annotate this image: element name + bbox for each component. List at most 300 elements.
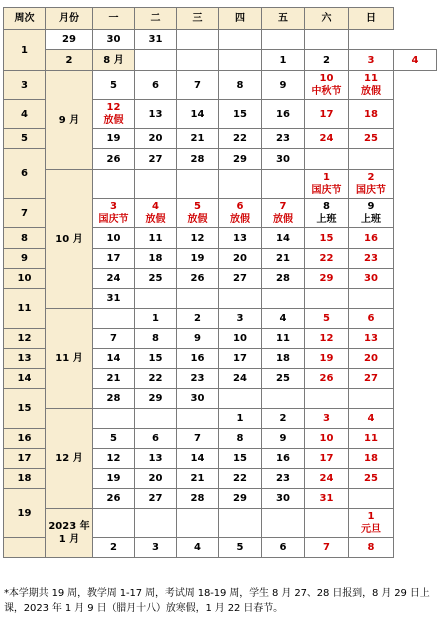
calendar-row xyxy=(4,509,437,538)
calendar-row xyxy=(4,50,437,71)
day-cell xyxy=(93,30,135,50)
day-cell xyxy=(349,309,394,329)
week-number xyxy=(4,538,46,558)
day-number: 9 xyxy=(194,333,201,344)
day-cell xyxy=(349,50,394,71)
day-number: 9 xyxy=(279,433,287,444)
empty-cell xyxy=(135,409,177,429)
empty-cell xyxy=(177,50,219,71)
day-number: 29 xyxy=(233,153,247,165)
day-number: 1 xyxy=(279,54,287,66)
empty-cell xyxy=(305,149,349,170)
day-number: 14 xyxy=(190,453,205,464)
day-number: 30 xyxy=(190,393,205,404)
empty-cell xyxy=(177,289,219,309)
day-number: 23 xyxy=(364,253,378,264)
week-number: 6 xyxy=(4,149,46,199)
day-number: 9 xyxy=(367,201,375,212)
day-number: 4 xyxy=(411,54,419,66)
holiday-label: 放假 xyxy=(145,214,166,225)
day-number: 29 xyxy=(319,273,334,284)
day-number: 28 xyxy=(190,493,205,504)
day-number: 15 xyxy=(233,108,247,120)
day-number: 4 xyxy=(152,201,159,212)
day-number: 16 xyxy=(276,108,290,120)
day-cell xyxy=(349,71,394,100)
calendar-row xyxy=(4,71,437,100)
empty-cell xyxy=(305,289,349,309)
day-number: 8 xyxy=(152,333,159,344)
day-cell xyxy=(262,329,305,349)
day-number: 14 xyxy=(190,108,205,120)
day-number: 27 xyxy=(148,493,163,504)
month-nov: 11 月 xyxy=(46,309,93,409)
holiday-label: 放假 xyxy=(187,214,208,225)
day-cell xyxy=(262,538,305,558)
week-number: 8 xyxy=(4,228,46,249)
calendar-row xyxy=(4,170,437,199)
day-cell xyxy=(93,329,135,349)
day-number: 30 xyxy=(106,34,121,45)
day-number: 30 xyxy=(276,493,290,504)
day-cell xyxy=(219,71,262,100)
day-cell xyxy=(219,369,262,389)
day-cell xyxy=(305,349,349,369)
week-number: 18 xyxy=(4,469,46,489)
day-cell xyxy=(349,538,394,558)
empty-cell xyxy=(135,509,177,538)
day-number: 17 xyxy=(319,453,334,464)
day-number: 26 xyxy=(190,273,205,284)
day-cell xyxy=(219,349,262,369)
day-number: 8 xyxy=(323,201,330,212)
day-number: 7 xyxy=(323,542,330,553)
header-cell: 二 xyxy=(135,8,177,30)
day-number: 22 xyxy=(319,253,334,264)
day-cell xyxy=(349,249,394,269)
day-number: 29 xyxy=(62,34,76,45)
day-cell xyxy=(219,469,262,489)
day-cell xyxy=(177,389,219,409)
day-cell xyxy=(93,389,135,409)
day-number: 22 xyxy=(233,133,247,144)
holiday-label: 放假 xyxy=(361,86,381,97)
day-number: 13 xyxy=(233,232,247,244)
day-number: 26 xyxy=(106,493,121,504)
day-number: 14 xyxy=(106,353,121,364)
day-cell xyxy=(349,469,394,489)
day-number: 2 xyxy=(367,172,375,183)
footnote: *本学期共 19 周，教学周 1-17 周，考试周 18-19 周，学生 8 月 27、28 日报到，8 月 29 日上课，2023 年 1 月 9 日（腊月十八）放寒假，1 月 22 日春节。 xyxy=(4,588,430,614)
day-number: 19 xyxy=(319,353,334,364)
day-cell xyxy=(177,489,219,509)
day-number: 11 xyxy=(276,333,290,344)
holiday-label: 放假 xyxy=(273,214,293,225)
day-cell xyxy=(305,71,349,100)
day-number: 24 xyxy=(319,133,334,144)
holiday-label: 国庆节 xyxy=(356,185,386,196)
day-cell xyxy=(135,100,177,129)
day-cell xyxy=(349,199,394,228)
holiday-label: 放假 xyxy=(230,214,250,225)
day-number: 15 xyxy=(148,353,163,364)
empty-cell xyxy=(262,289,305,309)
day-number: 15 xyxy=(319,232,334,244)
day-number: 10 xyxy=(319,433,334,444)
day-number: 10 xyxy=(319,73,334,84)
week-number: 19 xyxy=(4,489,46,538)
day-cell xyxy=(262,228,305,249)
day-cell xyxy=(135,369,177,389)
empty-cell xyxy=(135,50,177,71)
day-number: 9 xyxy=(279,79,287,91)
holiday-label: 国庆节 xyxy=(311,185,342,196)
day-number: 21 xyxy=(190,133,205,144)
day-number: 21 xyxy=(190,473,205,484)
day-cell xyxy=(305,199,349,228)
day-cell xyxy=(93,71,135,100)
day-number: 8 xyxy=(236,79,244,91)
day-cell xyxy=(262,449,305,469)
day-cell xyxy=(177,199,219,228)
month-jan xyxy=(46,509,93,558)
month-oct: 10 月 xyxy=(46,170,93,309)
day-number: 6 xyxy=(152,433,159,444)
day-cell xyxy=(305,489,349,509)
day-cell xyxy=(177,329,219,349)
holiday-label: 元旦 xyxy=(361,524,381,535)
empty-cell xyxy=(219,389,262,409)
day-number: 7 xyxy=(279,201,287,212)
day-number: 4 xyxy=(194,542,201,553)
day-cell xyxy=(349,129,394,149)
day-number: 28 xyxy=(276,273,290,284)
day-cell xyxy=(93,429,135,449)
day-cell xyxy=(305,369,349,389)
day-cell xyxy=(135,199,177,228)
day-number: 14 xyxy=(276,232,290,244)
day-number: 22 xyxy=(233,473,247,484)
header-cell: 月份 xyxy=(46,8,93,30)
empty-cell xyxy=(219,170,262,199)
day-cell xyxy=(262,369,305,389)
day-cell xyxy=(93,249,135,269)
day-number: 22 xyxy=(148,373,163,384)
day-number: 5 xyxy=(323,313,330,324)
day-cell xyxy=(177,149,219,170)
day-cell xyxy=(349,369,394,389)
day-cell xyxy=(305,538,349,558)
day-cell xyxy=(219,199,262,228)
day-cell xyxy=(177,249,219,269)
month-sep: 9 月 xyxy=(46,71,93,170)
holiday-label: 上班 xyxy=(361,214,381,225)
empty-cell xyxy=(349,489,394,509)
day-number: 6 xyxy=(367,313,375,324)
day-cell xyxy=(349,509,394,538)
day-cell xyxy=(305,449,349,469)
day-cell xyxy=(135,129,177,149)
empty-cell xyxy=(93,309,135,329)
day-cell xyxy=(177,349,219,369)
day-cell xyxy=(349,100,394,129)
header-cell: 日 xyxy=(349,8,394,30)
day-cell xyxy=(349,409,394,429)
day-number: 19 xyxy=(190,253,205,264)
day-cell xyxy=(135,449,177,469)
day-cell xyxy=(262,309,305,329)
empty-cell xyxy=(93,409,135,429)
day-number: 28 xyxy=(106,393,121,404)
empty-cell xyxy=(177,409,219,429)
week-number: 10 xyxy=(4,269,46,289)
week-number: 17 xyxy=(4,449,46,469)
day-cell xyxy=(93,369,135,389)
day-cell xyxy=(135,349,177,369)
day-cell xyxy=(177,228,219,249)
calendar-table xyxy=(3,7,437,558)
day-number: 13 xyxy=(148,453,163,464)
day-cell xyxy=(135,489,177,509)
day-number: 12 xyxy=(106,453,121,464)
month-dec: 12 月 xyxy=(46,409,93,509)
day-number: 11 xyxy=(148,232,163,244)
day-cell xyxy=(349,449,394,469)
day-number: 30 xyxy=(364,273,378,284)
day-cell xyxy=(135,228,177,249)
empty-cell xyxy=(262,30,305,50)
week-number: 16 xyxy=(4,429,46,449)
day-cell xyxy=(305,429,349,449)
day-cell xyxy=(46,30,93,50)
day-cell xyxy=(177,449,219,469)
day-cell xyxy=(262,429,305,449)
day-cell xyxy=(135,249,177,269)
month-aug: 8 月 xyxy=(93,50,135,71)
week-number: 1 xyxy=(4,30,46,71)
day-cell xyxy=(305,249,349,269)
day-cell xyxy=(262,50,305,71)
empty-cell xyxy=(219,509,262,538)
day-cell xyxy=(177,309,219,329)
empty-cell xyxy=(305,30,349,50)
day-cell xyxy=(93,228,135,249)
day-cell xyxy=(349,170,394,199)
empty-cell xyxy=(262,170,305,199)
day-number: 20 xyxy=(148,133,163,144)
day-number: 23 xyxy=(276,473,290,484)
week-number: 15 xyxy=(4,389,46,429)
header-cell: 四 xyxy=(219,8,262,30)
day-cell xyxy=(177,129,219,149)
week-number: 4 xyxy=(4,100,46,129)
day-number: 13 xyxy=(364,333,378,344)
day-number: 10 xyxy=(106,232,121,244)
day-number: 11 xyxy=(364,433,378,444)
empty-cell xyxy=(219,50,262,71)
header-cell: 周次 xyxy=(4,8,46,30)
day-number: 23 xyxy=(190,373,205,384)
day-cell xyxy=(305,129,349,149)
day-number: 20 xyxy=(233,253,247,264)
empty-cell xyxy=(262,509,305,538)
holiday-label: 放假 xyxy=(103,115,124,126)
day-number: 1 xyxy=(367,511,375,522)
day-cell xyxy=(93,100,135,129)
day-cell xyxy=(177,71,219,100)
day-cell xyxy=(349,429,394,449)
day-cell xyxy=(219,129,262,149)
day-cell xyxy=(219,489,262,509)
day-cell xyxy=(219,249,262,269)
empty-cell xyxy=(93,509,135,538)
day-number: 27 xyxy=(233,273,247,284)
day-number: 20 xyxy=(364,353,378,364)
day-cell xyxy=(93,149,135,170)
day-cell xyxy=(93,449,135,469)
day-number: 31 xyxy=(106,293,121,304)
day-number: 8 xyxy=(236,433,244,444)
holiday-label: 上班 xyxy=(316,214,337,225)
day-cell xyxy=(93,289,135,309)
day-number: 4 xyxy=(279,313,287,324)
day-number: 26 xyxy=(319,373,334,384)
day-cell xyxy=(349,228,394,249)
week-number: 7 xyxy=(4,199,46,228)
day-cell xyxy=(219,309,262,329)
day-cell xyxy=(262,269,305,289)
week-number: 12 xyxy=(4,329,46,349)
day-number: 3 xyxy=(323,413,330,424)
day-number: 12 xyxy=(319,333,334,344)
day-number: 6 xyxy=(152,79,159,91)
day-cell xyxy=(93,269,135,289)
day-number: 15 xyxy=(233,453,247,464)
day-number: 18 xyxy=(364,108,378,120)
day-cell xyxy=(349,349,394,369)
day-cell xyxy=(135,429,177,449)
day-cell xyxy=(93,199,135,228)
day-number: 5 xyxy=(110,433,117,444)
day-cell xyxy=(135,71,177,100)
empty-cell xyxy=(177,170,219,199)
holiday-label: 中秋节 xyxy=(311,86,342,97)
day-number: 3 xyxy=(110,201,117,212)
day-number: 18 xyxy=(276,353,290,364)
day-cell xyxy=(219,269,262,289)
day-cell xyxy=(262,100,305,129)
day-cell xyxy=(219,449,262,469)
day-number: 1 xyxy=(236,413,244,424)
empty-cell xyxy=(349,149,394,170)
day-number: 24 xyxy=(319,473,334,484)
day-number: 25 xyxy=(276,373,290,384)
empty-cell xyxy=(135,170,177,199)
header-cell: 六 xyxy=(305,8,349,30)
day-cell xyxy=(349,329,394,349)
day-number: 2 xyxy=(194,313,201,324)
day-cell xyxy=(177,269,219,289)
week-number: 14 xyxy=(4,369,46,389)
day-cell xyxy=(262,409,305,429)
day-cell xyxy=(219,409,262,429)
week-number: 11 xyxy=(4,289,46,329)
day-number: 18 xyxy=(148,253,163,264)
day-cell xyxy=(349,269,394,289)
day-number: 6 xyxy=(236,201,244,212)
day-number: 2 xyxy=(279,413,287,424)
day-cell xyxy=(219,329,262,349)
day-cell xyxy=(177,369,219,389)
day-number: 17 xyxy=(319,108,334,120)
day-number: 3 xyxy=(367,54,375,66)
day-number: 3 xyxy=(152,542,159,553)
day-number: 1 xyxy=(152,313,159,324)
day-cell xyxy=(305,309,349,329)
day-number: 5 xyxy=(194,201,201,212)
day-number: 1 xyxy=(323,172,330,183)
day-number: 24 xyxy=(106,273,121,284)
day-number: 8 xyxy=(367,542,375,553)
day-number: 23 xyxy=(276,133,290,144)
empty-cell xyxy=(135,289,177,309)
day-number: 2 xyxy=(323,54,330,66)
week-number: 5 xyxy=(4,129,46,149)
day-number: 25 xyxy=(364,133,378,144)
day-cell xyxy=(262,469,305,489)
day-cell xyxy=(305,228,349,249)
day-number: 7 xyxy=(194,79,201,91)
day-cell xyxy=(135,329,177,349)
day-number: 7 xyxy=(110,333,117,344)
header-cell: 三 xyxy=(177,8,219,30)
day-number: 25 xyxy=(364,473,378,484)
day-number: 16 xyxy=(364,232,378,244)
day-number: 27 xyxy=(364,373,378,384)
day-number: 3 xyxy=(236,313,244,324)
day-cell xyxy=(135,269,177,289)
day-cell xyxy=(93,489,135,509)
calendar-row xyxy=(4,309,437,329)
day-cell xyxy=(135,309,177,329)
day-cell xyxy=(219,538,262,558)
week-number: 2 xyxy=(46,50,93,71)
day-number: 31 xyxy=(148,34,163,45)
day-cell xyxy=(394,50,437,71)
day-cell xyxy=(305,170,349,199)
day-number: 30 xyxy=(276,153,290,165)
day-cell xyxy=(93,349,135,369)
day-number: 5 xyxy=(236,542,244,553)
day-number: 13 xyxy=(148,108,163,120)
day-cell xyxy=(93,538,135,558)
day-cell xyxy=(135,30,177,50)
empty-cell xyxy=(305,509,349,538)
day-number: 16 xyxy=(276,453,290,464)
day-number: 27 xyxy=(148,153,163,165)
empty-cell xyxy=(219,289,262,309)
day-number: 10 xyxy=(233,333,247,344)
day-cell xyxy=(219,429,262,449)
calendar-row xyxy=(4,409,437,429)
week-number: 13 xyxy=(4,349,46,369)
day-number: 18 xyxy=(364,453,378,464)
day-cell xyxy=(305,329,349,349)
header-cell: 五 xyxy=(262,8,305,30)
calendar-row xyxy=(4,30,437,50)
day-number: 2 xyxy=(110,542,117,553)
day-cell xyxy=(135,469,177,489)
